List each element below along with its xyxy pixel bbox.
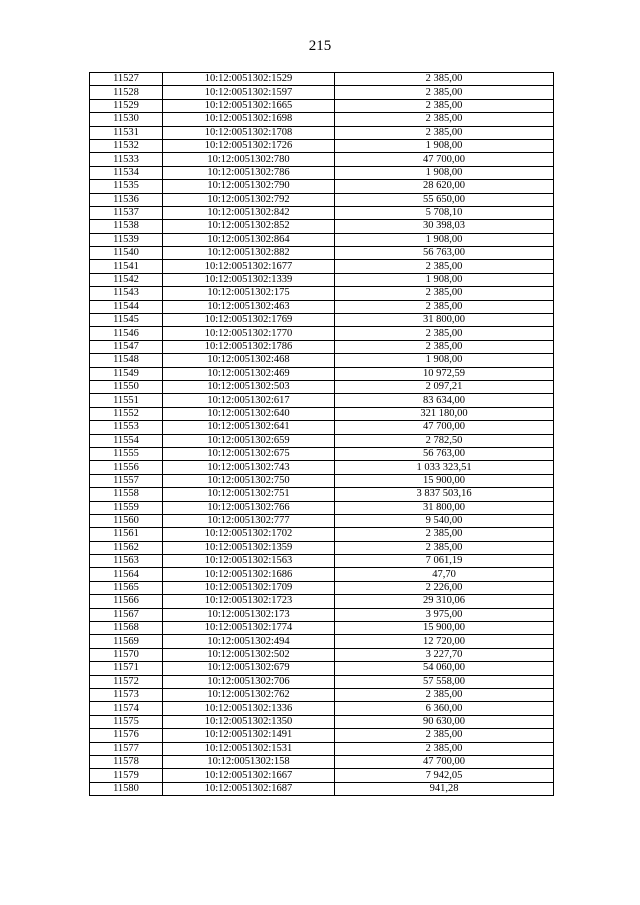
amount-cell: 30 398,03 bbox=[335, 220, 554, 233]
amount-cell: 2 385,00 bbox=[335, 73, 554, 86]
parcel-table-body bbox=[90, 73, 554, 796]
cadastral-number-cell: 10:12:0051302:1687 bbox=[163, 782, 335, 795]
cadastral-number-cell: 10:12:0051302:469 bbox=[163, 367, 335, 380]
row-number-cell: 11538 bbox=[90, 220, 163, 233]
row-number-cell: 11557 bbox=[90, 474, 163, 487]
table-row bbox=[90, 153, 554, 166]
cadastral-number-cell: 10:12:0051302:1529 bbox=[163, 73, 335, 86]
row-number-cell: 11535 bbox=[90, 180, 163, 193]
amount-cell: 15 900,00 bbox=[335, 474, 554, 487]
row-number-cell: 11546 bbox=[90, 327, 163, 340]
row-number-cell: 11531 bbox=[90, 126, 163, 139]
amount-cell: 47 700,00 bbox=[335, 755, 554, 768]
table-row bbox=[90, 461, 554, 474]
amount-cell: 10 972,59 bbox=[335, 367, 554, 380]
row-number-cell: 11562 bbox=[90, 541, 163, 554]
row-number-cell: 11543 bbox=[90, 287, 163, 300]
table-row bbox=[90, 86, 554, 99]
row-number-cell: 11559 bbox=[90, 501, 163, 514]
row-number-cell: 11530 bbox=[90, 113, 163, 126]
row-number-cell: 11567 bbox=[90, 608, 163, 621]
table-row bbox=[90, 314, 554, 327]
table-row bbox=[90, 528, 554, 541]
cadastral-number-cell: 10:12:0051302:1665 bbox=[163, 99, 335, 112]
amount-cell: 2 385,00 bbox=[335, 113, 554, 126]
table-row bbox=[90, 367, 554, 380]
amount-cell: 2 385,00 bbox=[335, 327, 554, 340]
cadastral-number-cell: 10:12:0051302:1702 bbox=[163, 528, 335, 541]
cadastral-number-cell: 10:12:0051302:1531 bbox=[163, 742, 335, 755]
cadastral-number-cell: 10:12:0051302:617 bbox=[163, 394, 335, 407]
row-number-cell: 11571 bbox=[90, 662, 163, 675]
table-row bbox=[90, 688, 554, 701]
row-number-cell: 11554 bbox=[90, 434, 163, 447]
row-number-cell: 11573 bbox=[90, 688, 163, 701]
amount-cell: 941,28 bbox=[335, 782, 554, 795]
cadastral-number-cell: 10:12:0051302:792 bbox=[163, 193, 335, 206]
cadastral-number-cell: 10:12:0051302:175 bbox=[163, 287, 335, 300]
table-row bbox=[90, 193, 554, 206]
cadastral-number-cell: 10:12:0051302:1350 bbox=[163, 715, 335, 728]
amount-cell: 29 310,06 bbox=[335, 595, 554, 608]
amount-cell: 1 908,00 bbox=[335, 233, 554, 246]
amount-cell: 2 385,00 bbox=[335, 340, 554, 353]
table-row bbox=[90, 233, 554, 246]
amount-cell: 55 650,00 bbox=[335, 193, 554, 206]
table-row bbox=[90, 715, 554, 728]
table-row bbox=[90, 755, 554, 768]
amount-cell: 2 385,00 bbox=[335, 126, 554, 139]
row-number-cell: 11580 bbox=[90, 782, 163, 795]
table-row bbox=[90, 555, 554, 568]
row-number-cell: 11549 bbox=[90, 367, 163, 380]
row-number-cell: 11566 bbox=[90, 595, 163, 608]
amount-cell: 2 385,00 bbox=[335, 688, 554, 701]
cadastral-number-cell: 10:12:0051302:706 bbox=[163, 675, 335, 688]
row-number-cell: 11570 bbox=[90, 648, 163, 661]
amount-cell: 83 634,00 bbox=[335, 394, 554, 407]
row-number-cell: 11563 bbox=[90, 555, 163, 568]
table-row bbox=[90, 729, 554, 742]
cadastral-number-cell: 10:12:0051302:743 bbox=[163, 461, 335, 474]
cadastral-number-cell: 10:12:0051302:502 bbox=[163, 648, 335, 661]
row-number-cell: 11540 bbox=[90, 247, 163, 260]
amount-cell: 2 226,00 bbox=[335, 581, 554, 594]
row-number-cell: 11576 bbox=[90, 729, 163, 742]
cadastral-number-cell: 10:12:0051302:1339 bbox=[163, 273, 335, 286]
cadastral-number-cell: 10:12:0051302:777 bbox=[163, 514, 335, 527]
row-number-cell: 11579 bbox=[90, 769, 163, 782]
amount-cell: 47 700,00 bbox=[335, 153, 554, 166]
parcel-table bbox=[89, 72, 554, 796]
cadastral-number-cell: 10:12:0051302:1774 bbox=[163, 622, 335, 635]
cadastral-number-cell: 10:12:0051302:762 bbox=[163, 688, 335, 701]
amount-cell: 90 630,00 bbox=[335, 715, 554, 728]
table-row bbox=[90, 126, 554, 139]
table-row bbox=[90, 447, 554, 460]
cadastral-number-cell: 10:12:0051302:786 bbox=[163, 166, 335, 179]
amount-cell: 56 763,00 bbox=[335, 247, 554, 260]
cadastral-number-cell: 10:12:0051302:1723 bbox=[163, 595, 335, 608]
row-number-cell: 11548 bbox=[90, 354, 163, 367]
row-number-cell: 11568 bbox=[90, 622, 163, 635]
amount-cell: 321 180,00 bbox=[335, 407, 554, 420]
table-row bbox=[90, 595, 554, 608]
cadastral-number-cell: 10:12:0051302:675 bbox=[163, 447, 335, 460]
table-row bbox=[90, 300, 554, 313]
amount-cell: 3 837 503,16 bbox=[335, 488, 554, 501]
cadastral-number-cell: 10:12:0051302:780 bbox=[163, 153, 335, 166]
cadastral-number-cell: 10:12:0051302:1667 bbox=[163, 769, 335, 782]
amount-cell: 5 708,10 bbox=[335, 206, 554, 219]
amount-cell: 2 385,00 bbox=[335, 86, 554, 99]
table-row bbox=[90, 648, 554, 661]
amount-cell: 6 360,00 bbox=[335, 702, 554, 715]
table-row bbox=[90, 73, 554, 86]
table-row bbox=[90, 247, 554, 260]
cadastral-number-cell: 10:12:0051302:463 bbox=[163, 300, 335, 313]
cadastral-number-cell: 10:12:0051302:1686 bbox=[163, 568, 335, 581]
row-number-cell: 11539 bbox=[90, 233, 163, 246]
cadastral-number-cell: 10:12:0051302:1359 bbox=[163, 541, 335, 554]
row-number-cell: 11574 bbox=[90, 702, 163, 715]
row-number-cell: 11536 bbox=[90, 193, 163, 206]
row-number-cell: 11533 bbox=[90, 153, 163, 166]
table-row bbox=[90, 514, 554, 527]
table-row bbox=[90, 474, 554, 487]
table-row bbox=[90, 220, 554, 233]
amount-cell: 56 763,00 bbox=[335, 447, 554, 460]
row-number-cell: 11527 bbox=[90, 73, 163, 86]
table-row bbox=[90, 675, 554, 688]
amount-cell: 2 385,00 bbox=[335, 742, 554, 755]
cadastral-number-cell: 10:12:0051302:852 bbox=[163, 220, 335, 233]
table-row bbox=[90, 622, 554, 635]
page-number: 215 bbox=[308, 38, 332, 54]
amount-cell: 1 908,00 bbox=[335, 166, 554, 179]
cadastral-number-cell: 10:12:0051302:158 bbox=[163, 755, 335, 768]
table-row bbox=[90, 139, 554, 152]
cadastral-number-cell: 10:12:0051302:1597 bbox=[163, 86, 335, 99]
amount-cell: 2 385,00 bbox=[335, 287, 554, 300]
row-number-cell: 11569 bbox=[90, 635, 163, 648]
table-row bbox=[90, 568, 554, 581]
cadastral-number-cell: 10:12:0051302:1709 bbox=[163, 581, 335, 594]
cadastral-number-cell: 10:12:0051302:864 bbox=[163, 233, 335, 246]
amount-cell: 1 908,00 bbox=[335, 354, 554, 367]
amount-cell: 54 060,00 bbox=[335, 662, 554, 675]
cadastral-number-cell: 10:12:0051302:640 bbox=[163, 407, 335, 420]
table-row bbox=[90, 380, 554, 393]
table-row bbox=[90, 287, 554, 300]
table-row bbox=[90, 113, 554, 126]
cadastral-number-cell: 10:12:0051302:503 bbox=[163, 380, 335, 393]
cadastral-number-cell: 10:12:0051302:1491 bbox=[163, 729, 335, 742]
table-row bbox=[90, 421, 554, 434]
row-number-cell: 11578 bbox=[90, 755, 163, 768]
cadastral-number-cell: 10:12:0051302:842 bbox=[163, 206, 335, 219]
row-number-cell: 11550 bbox=[90, 380, 163, 393]
table-row bbox=[90, 769, 554, 782]
table-row bbox=[90, 434, 554, 447]
cadastral-number-cell: 10:12:0051302:1786 bbox=[163, 340, 335, 353]
cadastral-number-cell: 10:12:0051302:679 bbox=[163, 662, 335, 675]
row-number-cell: 11542 bbox=[90, 273, 163, 286]
amount-cell: 15 900,00 bbox=[335, 622, 554, 635]
table-row bbox=[90, 340, 554, 353]
amount-cell: 31 800,00 bbox=[335, 314, 554, 327]
cadastral-number-cell: 10:12:0051302:494 bbox=[163, 635, 335, 648]
table-row bbox=[90, 608, 554, 621]
row-number-cell: 11577 bbox=[90, 742, 163, 755]
cadastral-number-cell: 10:12:0051302:659 bbox=[163, 434, 335, 447]
row-number-cell: 11556 bbox=[90, 461, 163, 474]
table-row bbox=[90, 742, 554, 755]
row-number-cell: 11561 bbox=[90, 528, 163, 541]
cadastral-number-cell: 10:12:0051302:882 bbox=[163, 247, 335, 260]
row-number-cell: 11560 bbox=[90, 514, 163, 527]
table-row bbox=[90, 394, 554, 407]
amount-cell: 1 908,00 bbox=[335, 139, 554, 152]
cadastral-number-cell: 10:12:0051302:641 bbox=[163, 421, 335, 434]
table-row bbox=[90, 581, 554, 594]
row-number-cell: 11575 bbox=[90, 715, 163, 728]
row-number-cell: 11558 bbox=[90, 488, 163, 501]
row-number-cell: 11572 bbox=[90, 675, 163, 688]
cadastral-number-cell: 10:12:0051302:1770 bbox=[163, 327, 335, 340]
amount-cell: 7 061,19 bbox=[335, 555, 554, 568]
row-number-cell: 11534 bbox=[90, 166, 163, 179]
amount-cell: 2 385,00 bbox=[335, 300, 554, 313]
amount-cell: 2 097,21 bbox=[335, 380, 554, 393]
table-row bbox=[90, 488, 554, 501]
row-number-cell: 11537 bbox=[90, 206, 163, 219]
table-row bbox=[90, 782, 554, 795]
amount-cell: 31 800,00 bbox=[335, 501, 554, 514]
table-row bbox=[90, 206, 554, 219]
cadastral-number-cell: 10:12:0051302:1698 bbox=[163, 113, 335, 126]
row-number-cell: 11547 bbox=[90, 340, 163, 353]
amount-cell: 7 942,05 bbox=[335, 769, 554, 782]
cadastral-number-cell: 10:12:0051302:468 bbox=[163, 354, 335, 367]
amount-cell: 2 385,00 bbox=[335, 528, 554, 541]
table-row bbox=[90, 541, 554, 554]
row-number-cell: 11532 bbox=[90, 139, 163, 152]
row-number-cell: 11551 bbox=[90, 394, 163, 407]
amount-cell: 2 782,50 bbox=[335, 434, 554, 447]
amount-cell: 28 620,00 bbox=[335, 180, 554, 193]
row-number-cell: 11552 bbox=[90, 407, 163, 420]
cadastral-number-cell: 10:12:0051302:750 bbox=[163, 474, 335, 487]
cadastral-number-cell: 10:12:0051302:1677 bbox=[163, 260, 335, 273]
cadastral-number-cell: 10:12:0051302:766 bbox=[163, 501, 335, 514]
table-row bbox=[90, 662, 554, 675]
row-number-cell: 11553 bbox=[90, 421, 163, 434]
table-row bbox=[90, 260, 554, 273]
row-number-cell: 11545 bbox=[90, 314, 163, 327]
table-row bbox=[90, 501, 554, 514]
cadastral-number-cell: 10:12:0051302:1563 bbox=[163, 555, 335, 568]
table-row bbox=[90, 635, 554, 648]
amount-cell: 47 700,00 bbox=[335, 421, 554, 434]
row-number-cell: 11565 bbox=[90, 581, 163, 594]
amount-cell: 1 033 323,51 bbox=[335, 461, 554, 474]
amount-cell: 3 227,70 bbox=[335, 648, 554, 661]
cadastral-number-cell: 10:12:0051302:173 bbox=[163, 608, 335, 621]
table-row bbox=[90, 702, 554, 715]
cadastral-number-cell: 10:12:0051302:751 bbox=[163, 488, 335, 501]
table-row bbox=[90, 166, 554, 179]
row-number-cell: 11529 bbox=[90, 99, 163, 112]
amount-cell: 12 720,00 bbox=[335, 635, 554, 648]
amount-cell: 1 908,00 bbox=[335, 273, 554, 286]
amount-cell: 57 558,00 bbox=[335, 675, 554, 688]
cadastral-number-cell: 10:12:0051302:1769 bbox=[163, 314, 335, 327]
cadastral-number-cell: 10:12:0051302:1336 bbox=[163, 702, 335, 715]
amount-cell: 2 385,00 bbox=[335, 541, 554, 554]
row-number-cell: 11541 bbox=[90, 260, 163, 273]
table-row bbox=[90, 354, 554, 367]
cadastral-number-cell: 10:12:0051302:1708 bbox=[163, 126, 335, 139]
table-row bbox=[90, 99, 554, 112]
amount-cell: 9 540,00 bbox=[335, 514, 554, 527]
table-row bbox=[90, 180, 554, 193]
row-number-cell: 11544 bbox=[90, 300, 163, 313]
cadastral-number-cell: 10:12:0051302:790 bbox=[163, 180, 335, 193]
table-row bbox=[90, 327, 554, 340]
row-number-cell: 11555 bbox=[90, 447, 163, 460]
amount-cell: 2 385,00 bbox=[335, 729, 554, 742]
amount-cell: 3 975,00 bbox=[335, 608, 554, 621]
cadastral-number-cell: 10:12:0051302:1726 bbox=[163, 139, 335, 152]
table-row bbox=[90, 407, 554, 420]
amount-cell: 2 385,00 bbox=[335, 260, 554, 273]
amount-cell: 2 385,00 bbox=[335, 99, 554, 112]
table-row bbox=[90, 273, 554, 286]
row-number-cell: 11564 bbox=[90, 568, 163, 581]
row-number-cell: 11528 bbox=[90, 86, 163, 99]
amount-cell: 47,70 bbox=[335, 568, 554, 581]
